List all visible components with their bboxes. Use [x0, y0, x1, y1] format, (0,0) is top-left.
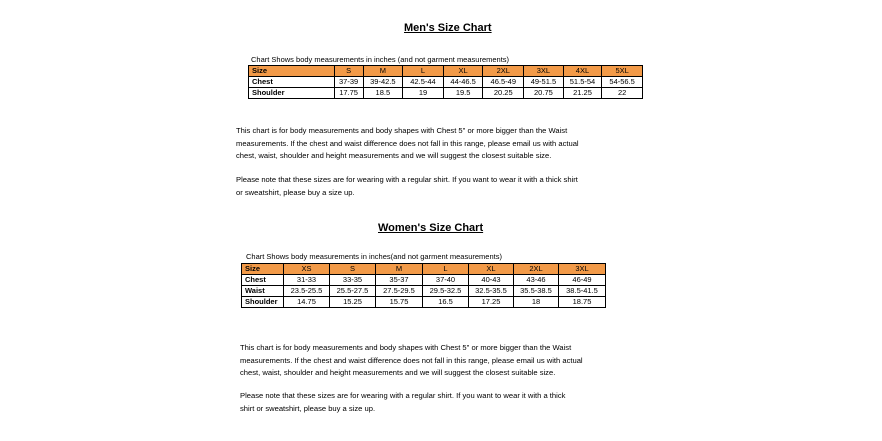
- text-line: shirt or sweatshirt, please buy a size up.: [240, 403, 376, 413]
- table-cell: 29.5-32.5: [423, 286, 469, 297]
- women-shoulder-row: [242, 297, 606, 308]
- women-size-table: [241, 263, 606, 308]
- men-header-size: Size: [249, 66, 335, 77]
- table-cell: 18.5: [363, 88, 403, 99]
- men-header-row: [249, 66, 643, 77]
- table-cell: 46.5-49: [483, 77, 524, 88]
- men-chart-caption: Chart Shows body measurements in inches (and not garment measurements): [251, 55, 510, 64]
- row-label: Shoulder: [242, 297, 284, 308]
- table-cell: 39-42.5: [363, 77, 403, 88]
- text-line: This chart is for body measurements and body shapes with Chest 5" or more bigger than the Waist: [240, 343, 572, 352]
- table-cell: 18.75: [559, 297, 606, 308]
- row-label: Chest: [249, 77, 335, 88]
- women-chart-caption: Chart Shows body measurements in inches(and not garment measurements): [246, 252, 502, 261]
- table-cell: 38.5-41.5: [559, 286, 606, 297]
- men-header-cell: 2XL: [483, 66, 524, 77]
- table-cell: 14.75: [284, 297, 330, 308]
- text-line: This chart is for body measurements and body shapes with Chest 5" or more bigger than the Waist: [236, 126, 568, 135]
- table-cell: 27.5-29.5: [376, 286, 423, 297]
- table-cell: 43-46: [514, 275, 559, 286]
- table-cell: 54-56.5: [602, 77, 643, 88]
- table-cell: 20.25: [483, 88, 524, 99]
- text-line: measurements. If the chest and waist difference does not fall in this range, please email us with actual: [240, 355, 583, 365]
- men-header-cell: 5XL: [602, 66, 643, 77]
- table-cell: 17.25: [469, 297, 514, 308]
- table-cell: 17.75: [334, 88, 363, 99]
- table-cell: 32.5-35.5: [469, 286, 514, 297]
- table-cell: 37-39: [334, 77, 363, 88]
- men-header-cell: 3XL: [524, 66, 564, 77]
- table-cell: 21.25: [563, 88, 602, 99]
- text-line: chest, waist, shoulder and height measurements and we will suggest the closest suitable size.: [236, 151, 552, 160]
- row-label: Chest: [242, 275, 284, 286]
- table-cell: 42.5-44: [403, 77, 444, 88]
- table-cell: 15.25: [330, 297, 376, 308]
- men-header-cell: M: [363, 66, 403, 77]
- men-note-size-up: [236, 174, 578, 199]
- women-header-cell: XL: [469, 264, 514, 275]
- women-note-body-shape: [240, 342, 583, 380]
- table-cell: 23.5-25.5: [284, 286, 330, 297]
- table-cell: 49-51.5: [524, 77, 564, 88]
- women-header-cell: XS: [284, 264, 330, 275]
- row-label: Shoulder: [249, 88, 335, 99]
- table-cell: 46-49: [559, 275, 606, 286]
- women-header-cell: L: [423, 264, 469, 275]
- row-label: Waist: [242, 286, 284, 297]
- women-header-cell: 2XL: [514, 264, 559, 275]
- text-line: chest, waist, shoulder and height measurements and we will suggest the closest suitable size.: [240, 368, 556, 377]
- table-cell: 51.5-54: [563, 77, 602, 88]
- table-cell: 18: [514, 297, 559, 308]
- women-header-cell: S: [330, 264, 376, 275]
- table-cell: 35-37: [376, 275, 423, 286]
- table-cell: 25.5-27.5: [330, 286, 376, 297]
- table-cell: 37-40: [423, 275, 469, 286]
- women-chart-title: Women's Size Chart: [378, 222, 484, 234]
- table-cell: 31-33: [284, 275, 330, 286]
- text-line: Please note that these sizes are for wearing with a regular shirt. If you want to wear it with a thick: [240, 391, 566, 400]
- table-cell: 19: [403, 88, 444, 99]
- men-header-cell: L: [403, 66, 444, 77]
- table-cell: 40-43: [469, 275, 514, 286]
- men-header-cell: 4XL: [563, 66, 602, 77]
- table-cell: 19.5: [443, 88, 483, 99]
- women-header-cell: M: [376, 264, 423, 275]
- men-shoulder-row: [249, 88, 643, 99]
- table-cell: 22: [602, 88, 643, 99]
- men-note-body-shape: [236, 125, 579, 163]
- table-cell: 20.75: [524, 88, 564, 99]
- women-waist-row: [242, 286, 606, 297]
- table-cell: 33-35: [330, 275, 376, 286]
- women-header-row: [242, 264, 606, 275]
- women-chest-row: [242, 275, 606, 286]
- women-note-size-up: [240, 390, 565, 415]
- text-line: Please note that these sizes are for wearing with a regular shirt. If you want to wear it with a thick shirt: [236, 175, 578, 184]
- women-header-size: Size: [242, 264, 284, 275]
- table-cell: 35.5-38.5: [514, 286, 559, 297]
- table-cell: 16.5: [423, 297, 469, 308]
- text-line: measurements. If the chest and waist difference does not fall in this range, please email us with actual: [236, 138, 579, 148]
- men-header-cell: S: [334, 66, 363, 77]
- men-chest-row: [249, 77, 643, 88]
- men-header-cell: XL: [443, 66, 483, 77]
- men-size-table: [248, 65, 643, 99]
- women-header-cell: 3XL: [559, 264, 606, 275]
- men-chart-title: Men's Size Chart: [404, 22, 492, 34]
- table-cell: 44-46.5: [443, 77, 483, 88]
- text-line: or sweatshirt, please buy a size up.: [236, 187, 355, 197]
- table-cell: 15.75: [376, 297, 423, 308]
